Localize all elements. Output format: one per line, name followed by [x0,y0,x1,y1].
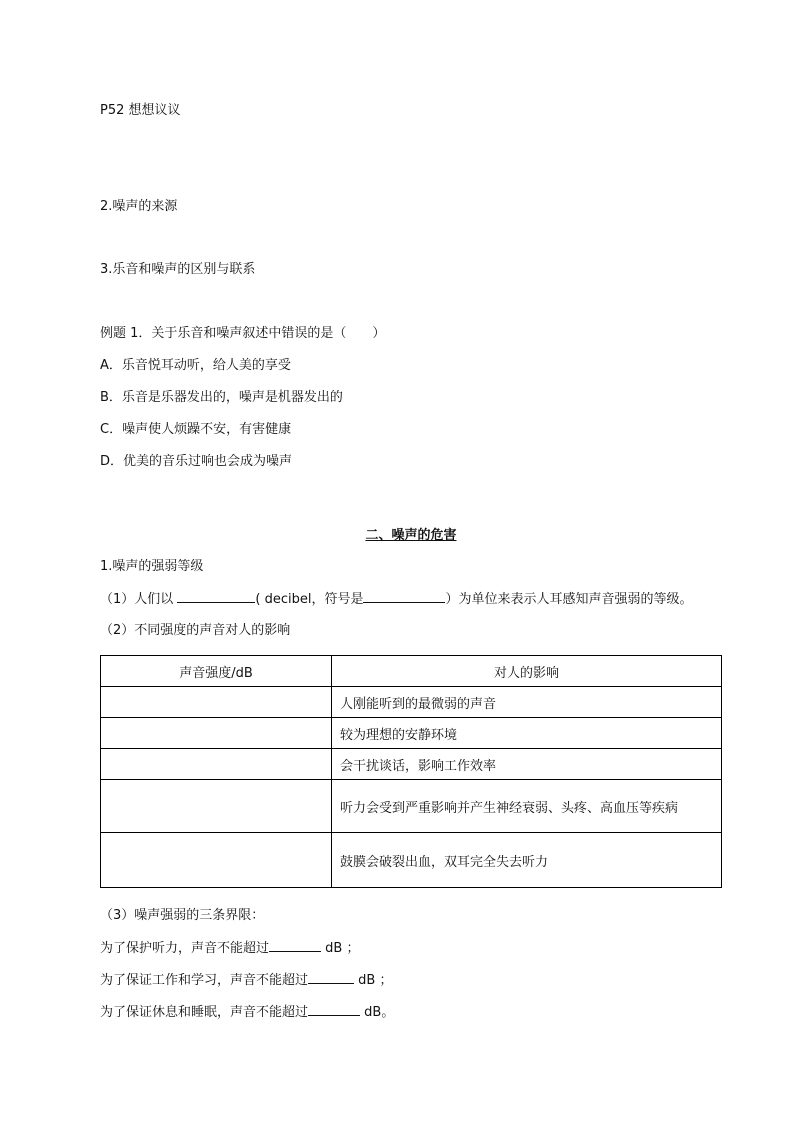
intensity-cell[interactable] [101,780,332,833]
table-row [101,718,722,749]
p52-heading: P52 想想议议 [100,103,181,118]
limit-hearing-text: 为了保护听力，声音不能超过 [100,941,270,956]
decibel-sentence-start: （1）人们以 [100,592,178,607]
decibel-sentence [100,590,693,609]
effects-heading: （2）不同强度的声音对人的影响 [100,623,291,638]
section-noise-source: 2.噪声的来源 [100,199,178,214]
table-row [101,833,722,888]
decibel-sentence-mid: ( decibel，符号是 [255,592,364,607]
limit-work-blank[interactable] [308,971,354,984]
limit-sleep-blank[interactable] [308,1003,360,1016]
limit-work [100,971,392,990]
limit-work-text: 为了保证工作和学习，声音不能超过 [100,973,309,988]
intensity-cell[interactable] [101,687,332,718]
effect-cell: 鼓膜会破裂出血，双耳完全失去听力 [332,833,722,888]
effect-cell: 会干扰谈话，影响工作效率 [332,749,722,780]
table-row [101,749,722,780]
option-d: D．优美的音乐过响也会成为噪声 [100,454,293,469]
limit-work-unit: dB ； [354,973,393,988]
noise-effects-table [100,655,722,888]
intensity-cell[interactable] [101,833,332,888]
option-c: C．噪声使人烦躁不安，有害健康 [100,422,292,437]
effect-cell: 较为理想的安静环境 [332,718,722,749]
limit-hearing-blank[interactable] [269,939,321,952]
table-row [101,687,722,718]
limit-hearing [100,939,359,958]
intensity-cell[interactable] [101,749,332,780]
unit-symbol-blank[interactable] [363,590,445,603]
option-b: B．乐音是乐器发出的，噪声是机器发出的 [100,390,343,405]
effect-cell: 人刚能听到的最微弱的声音 [332,687,722,718]
unit-name-blank[interactable] [177,590,255,603]
header-intensity: 声音强度/dB [101,656,332,687]
decibel-sentence-end: ）为单位来表示人耳感知声音强弱的等级。 [445,592,693,607]
limit-sleep-text: 为了保证休息和睡眠，声音不能超过 [100,1005,309,1020]
table-row [101,780,722,833]
section-music-vs-noise: 3.乐音和噪声的区别与联系 [100,262,256,277]
example-question: 例题 1．关于乐音和噪声叙述中错误的是（ ） [100,326,386,341]
header-effect: 对人的影响 [332,656,722,687]
limit-sleep-unit: dB。 [360,1005,395,1020]
limits-heading: （3）噪声强弱的三条界限： [100,908,265,923]
table-header-row [101,656,722,687]
option-a: A．乐音悦耳动听，给人美的享受 [100,358,291,373]
section-title-noise-harm: 二、噪声的危害 [365,528,457,543]
effect-cell: 听力会受到严重影响并产生神经衰弱、头疼、高血压等疾病 [332,780,722,833]
limit-hearing-unit: dB ； [321,941,360,956]
limit-sleep [100,1003,394,1022]
intensity-cell[interactable] [101,718,332,749]
noise-level-heading: 1.噪声的强弱等级 [100,559,204,574]
